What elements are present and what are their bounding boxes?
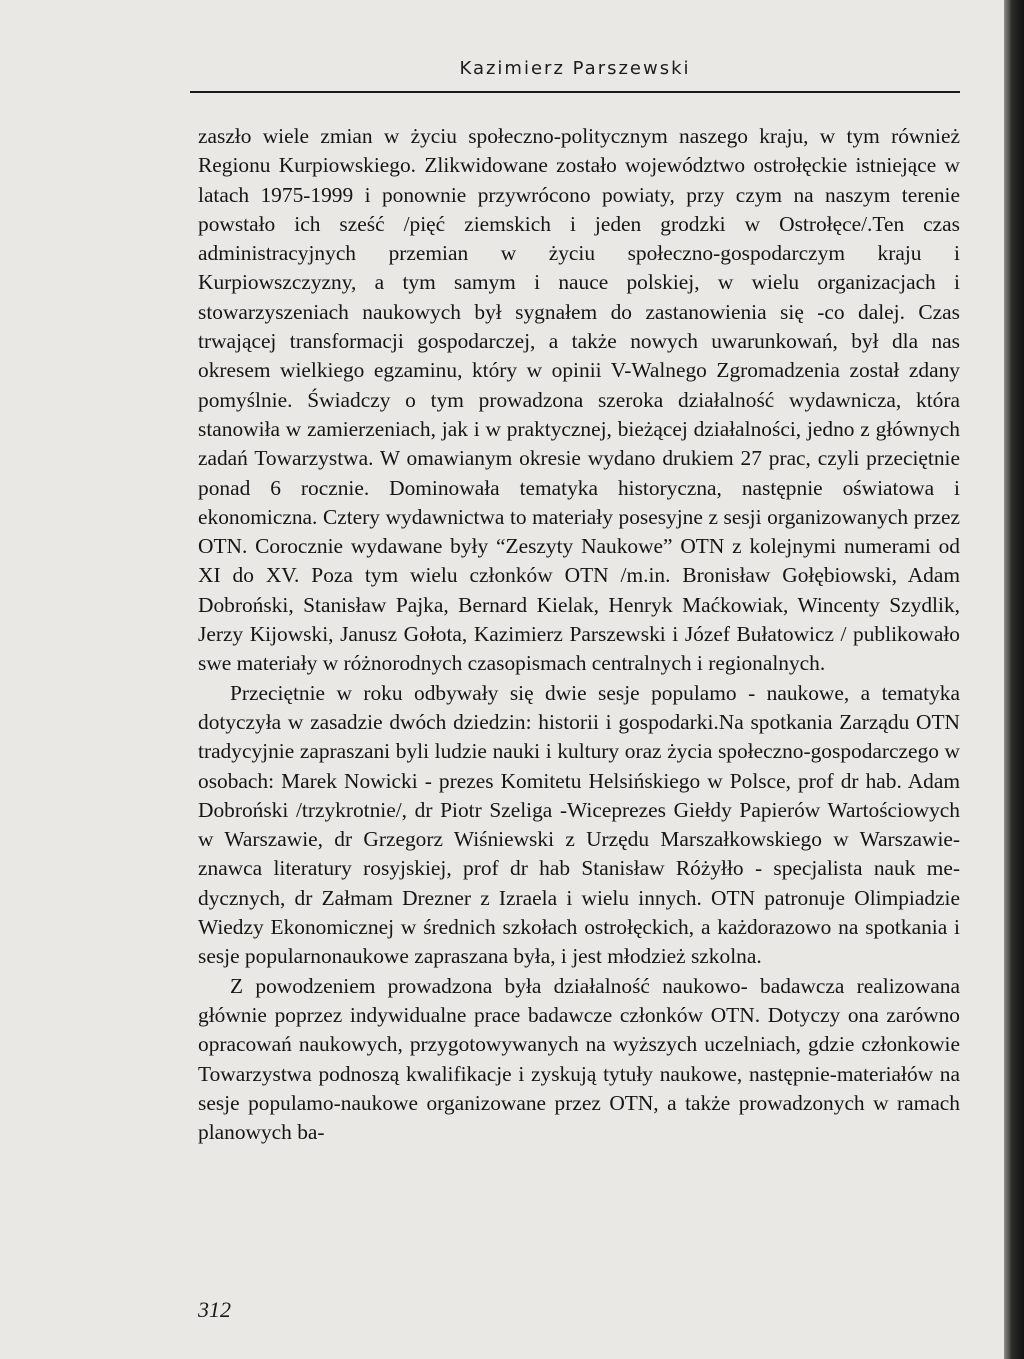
paragraph-3: Z powodzeniem prowadzona była działalność naukowo- badawcza realizowana głównie poprzez indywidualne prace badawcze członków OTN. Dotyczy ona zarówno opracowań naukowych, przygotowywanych na wyższych uczelniach, gdzie członkowie Towarzystwa podnoszą kwalifikacje i zyskują tytuły naukowe, następnie-materiałów na sesje populamo-naukowe organizowane przez OTN, a także prowadzonych w ramach planowych ba- (198, 973, 960, 1145)
page-number: 312 (198, 1297, 231, 1322)
paragraph-1: zaszło wiele zmian w życiu społeczno-politycznym naszego kraju, w tym również Regionu Kurpiowskiego. Zlikwidowane zostało województwo ostrołęckie istniejące w latach 1975-1999 i ponownie przywrócono powiaty, przy czym na naszym terenie powstało ich sześć /pięć ziemskich i jeden grodzki w Ostrołęce/.Ten czas administracyjnych przemian w życiu społeczno-gospodarczym kraju i Kurpiowszczyzny, a tym samym i nauce polskiej, w wielu organizacjach i stowarzyszeniach naukowych był sygnałem do zastanowienia się -co dalej. Czas trwającej transformacji gospodarczej, a także nowych uwarunkowań, był dla nas okresem wielkiego egzaminu, który w opinii V-Walnego Zgromadzenia został zdany pomyślnie. Świadczy o tym prowadzona szeroka działalność wydawnicza, która stanowiła w zamierzeniach, jak i w praktycznej, bieżącej działalności, jedno z głównych zadań Towarzystwa. W omawianym okresie wydano drukiem 27 prac, czyli przeciętnie ponad 6 rocznie. Dominowała tematyka historyczna, następnie oświatowa i ekonomiczna. Cztery wydawnictwa to materiały posesyjne z sesji organizowanych przez OTN. Corocznie wydawane były “Zeszyty Naukowe” OTN z kolejnymi numerami od XI do XV. Poza tym wielu członków OTN /m.in. Bronisław Gołębiowski, Adam Dobroński, Stanisław Pajka, Bernard Kielak, Henryk Maćkowiak, Wincenty Szydlik, Jerzy Kijowski, Janusz Gołota, Kazimierz Parszewski i Józef Bułatowicz / publikowało swe materiały w różnorodnych czasopismach centralnych i regionalnych. (198, 124, 960, 676)
book-spine-shadow (1004, 0, 1024, 1359)
header-rule (190, 91, 960, 93)
running-head: Kazimierz Parszewski (459, 58, 691, 79)
paragraph-2: Przeciętnie w roku odbywały się dwie sesje populamo - naukowe, a tematyka dotyczyła w zasadzie dwóch dziedzin: historii i gospodarki.Na spotkania Zarządu OTN tradycyjnie zapraszani byli ludzie nauki i kultury oraz życia społeczno-gospodarczego w osobach: Marek Nowicki - prezes Komitetu Helsińskiego w Polsce, prof dr hab. Adam Dobroński /trzykrotnie/, dr Piotr Szeliga -Wiceprezes Giełdy Papierów Wartościowych w Warszawie, dr Grzegorz Wiśniewski z Urzędu Marszałkowskiego w Warszawie-znawca literatury rosyjskiej, prof dr hab Stanisław Różyłło - specjalista nauk medycznych, dr Załmam Drezner z Izraela i wielu innych. OTN patronuje Olimpiadzie Wiedzy Ekonomicznej w średnich szkołach ostrołęckich, a każdorazowo na spotkania i sesje popularnonaukowe zapraszana była, i jest młodzież szkolna. (198, 680, 960, 969)
body-text (198, 122, 960, 1147)
